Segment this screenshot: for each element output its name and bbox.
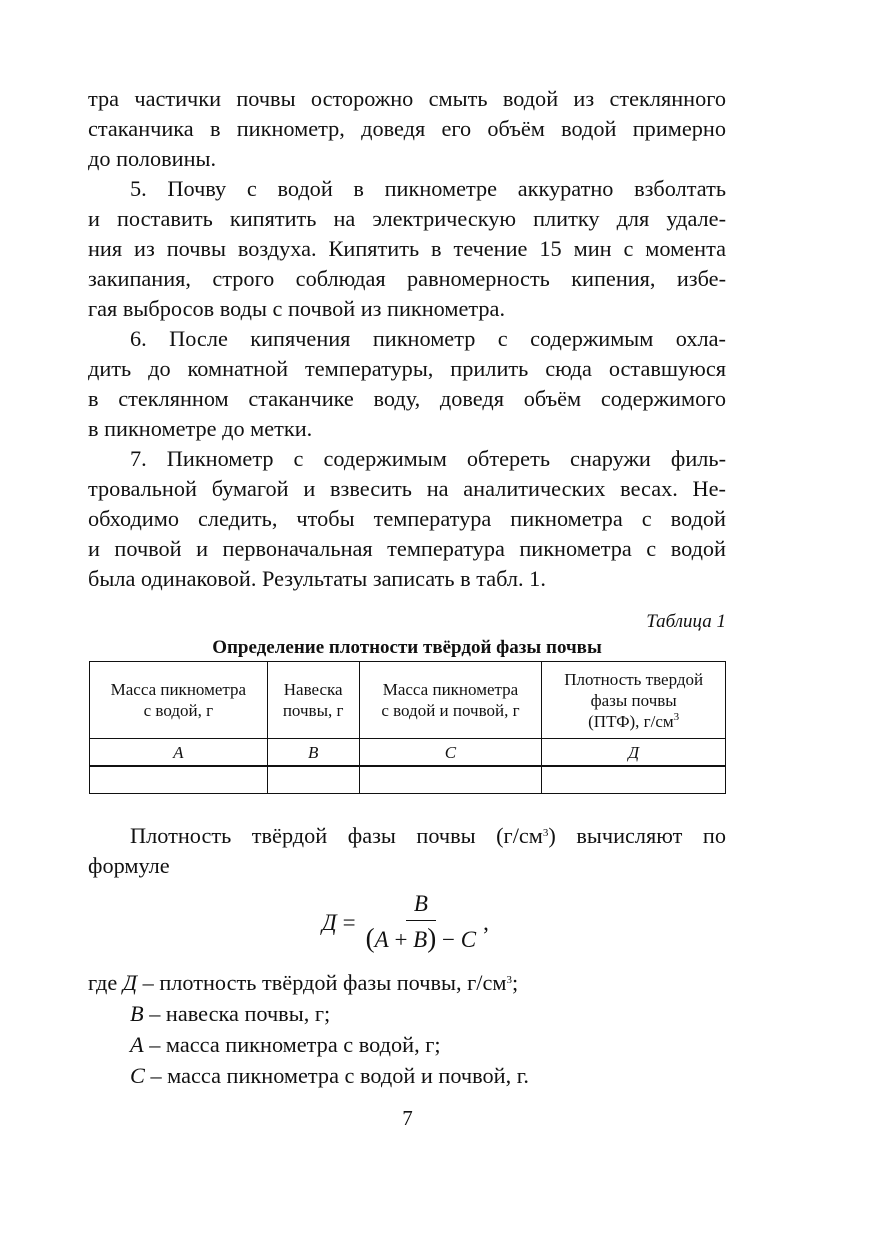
den-term: С bbox=[460, 927, 477, 952]
text-line: до половины. bbox=[88, 146, 217, 171]
variable-definitions bbox=[88, 967, 726, 1091]
text-line: дить до комнатной температуры, прилить сюда оставшуюся bbox=[88, 356, 726, 381]
superscript: 3 bbox=[542, 827, 549, 839]
symbol-cell: С bbox=[359, 739, 542, 767]
formula-denominator bbox=[362, 921, 480, 955]
formula-intro-paragraph bbox=[88, 821, 726, 881]
text-line: 5. Почву с водой в пикнометре аккуратно взболтать bbox=[130, 176, 726, 201]
table-header-row bbox=[90, 662, 726, 739]
text-line: в стеклянном стаканчике воду, доведя объём содержимого bbox=[88, 386, 726, 411]
superscript: 3 bbox=[673, 710, 680, 723]
header-text: (ПТФ), г/см bbox=[588, 711, 674, 731]
paren-close: ) bbox=[427, 923, 437, 953]
header-text: Плотность твердой bbox=[564, 669, 704, 689]
def-text: – навеска почвы, г; bbox=[143, 1001, 331, 1026]
header-text: фазы почвы bbox=[590, 690, 677, 710]
den-term: В bbox=[413, 927, 428, 952]
empty-cell bbox=[359, 766, 542, 794]
table-empty-row bbox=[90, 766, 726, 794]
symbol-cell: А bbox=[90, 739, 268, 767]
text-line: гая выбросов воды с почвой из пикнометра. bbox=[88, 296, 506, 321]
empty-cell bbox=[90, 766, 268, 794]
definition-row bbox=[88, 1029, 726, 1060]
empty-cell bbox=[267, 766, 359, 794]
text-line: стаканчика в пикнометр, доведя его объём водой примерно bbox=[88, 116, 726, 141]
den-term: А bbox=[374, 927, 389, 952]
header-cell-mass-water bbox=[90, 662, 268, 739]
superscript: 3 bbox=[506, 974, 512, 986]
text-line: в пикнометре до метки. bbox=[88, 416, 313, 441]
text-line: тра частички почвы осторожно смыть водой из стеклянного bbox=[88, 86, 726, 111]
text-line: закипания, строго соблюдая равномерность кипения, избе- bbox=[88, 266, 726, 291]
text-line: ния из почвы воздуха. Кипятить в течение 15 мин с момента bbox=[88, 236, 726, 261]
table-symbol-row bbox=[90, 739, 726, 767]
paragraph-1 bbox=[88, 84, 726, 174]
formula-lhs: Д bbox=[322, 909, 337, 935]
text-line: 7. Пикнометр с содержимым обтереть снаружи филь- bbox=[130, 446, 726, 471]
where-word: где bbox=[88, 970, 118, 995]
definition-row bbox=[88, 967, 726, 998]
formula-numerator: В bbox=[406, 890, 436, 921]
paren-open: ( bbox=[365, 923, 375, 953]
paragraph-step-6 bbox=[88, 324, 726, 444]
text-line: обходимо следить, чтобы температура пикнометра с водой bbox=[88, 506, 726, 531]
header-cell-sample bbox=[267, 662, 359, 739]
header-text: почвы, г bbox=[282, 701, 344, 720]
definition-row bbox=[88, 1060, 726, 1091]
den-op: + bbox=[394, 927, 408, 952]
text-line bbox=[88, 821, 726, 851]
header-text: Масса пикнометра bbox=[110, 680, 247, 699]
table-caption: Таблица 1 bbox=[646, 611, 726, 632]
text-line: и поставить кипятить на электрическую плитку для удале- bbox=[88, 206, 726, 231]
text-part: Плотность твёрдой фазы почвы (г/см bbox=[130, 823, 543, 848]
definition-row bbox=[88, 998, 726, 1029]
def-symbol: С bbox=[130, 1063, 145, 1088]
paragraph-step-7 bbox=[88, 444, 726, 594]
header-text: Навеска bbox=[283, 680, 343, 699]
header-text: с водой и почвой, г bbox=[381, 701, 520, 720]
def-text: – плотность твёрдой фазы почвы, г/см bbox=[137, 970, 507, 995]
symbol-cell: Д bbox=[542, 739, 726, 767]
def-text: – масса пикнометра с водой, г; bbox=[143, 1032, 441, 1057]
formula-fraction bbox=[362, 890, 480, 955]
formula-comma: , bbox=[483, 909, 489, 935]
formula-intro bbox=[88, 821, 726, 881]
def-text: – масса пикнометра с водой и почвой, г. bbox=[144, 1063, 529, 1088]
text-line: была одинаковой. Результаты записать в табл. 1. bbox=[88, 566, 546, 591]
text-part: ) вычисляют по bbox=[548, 823, 726, 848]
def-tail: ; bbox=[511, 970, 519, 995]
header-text: с водой, г bbox=[143, 701, 214, 720]
text-line: формуле bbox=[88, 853, 170, 878]
formula-equals: = bbox=[342, 909, 356, 935]
den-op: − bbox=[441, 927, 455, 952]
text-line: и почвой и первоначальная температура пикнометра с водой bbox=[88, 536, 726, 561]
text-line: тровальной бумагой и взвесить на аналитических весах. Не- bbox=[88, 476, 726, 501]
body-text bbox=[88, 84, 726, 594]
page-number: 7 bbox=[402, 1106, 413, 1130]
def-symbol: Д bbox=[122, 970, 138, 995]
def-symbol: А bbox=[130, 1032, 144, 1057]
density-formula bbox=[322, 890, 489, 955]
header-text: Масса пикнометра bbox=[382, 680, 519, 699]
header-cell-mass-water-soil bbox=[359, 662, 542, 739]
def-symbol: В bbox=[130, 1001, 144, 1026]
symbol-cell: В bbox=[267, 739, 359, 767]
header-cell-density bbox=[542, 662, 726, 739]
table-title: Определение плотности твёрдой фазы почвы bbox=[212, 637, 602, 658]
paragraph-step-5 bbox=[88, 174, 726, 324]
density-table bbox=[89, 661, 726, 794]
text-line: 6. После кипячения пикнометр с содержимым охла- bbox=[130, 326, 726, 351]
empty-cell bbox=[542, 766, 726, 794]
